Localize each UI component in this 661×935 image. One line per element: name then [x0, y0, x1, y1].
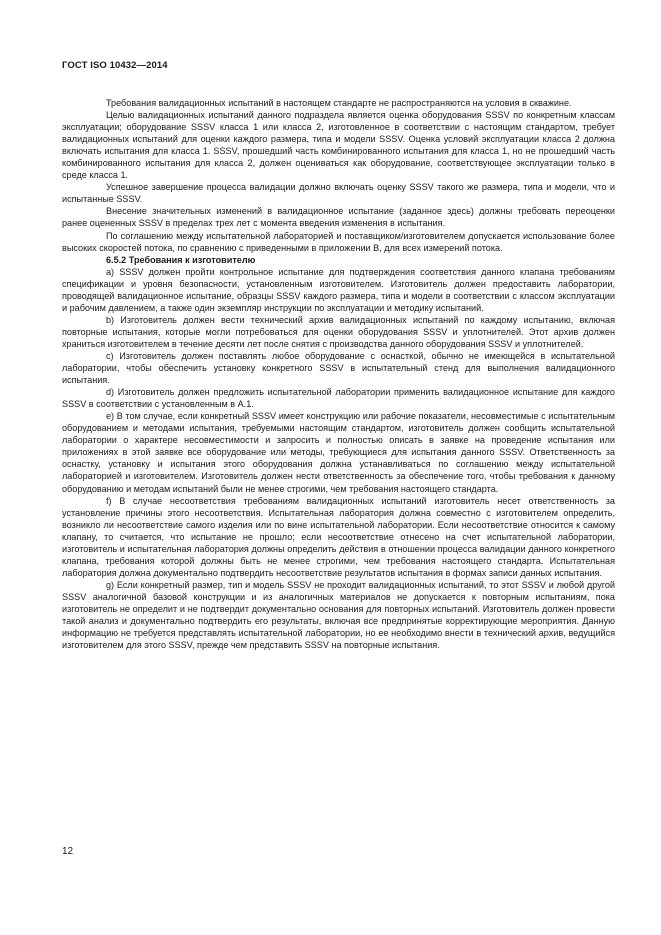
- paragraph: Целью валидационных испытаний данного подраздела является оценка оборудования SSSV по конкретным классам эксплуатации; оборудование SSSV класса 1 или класса 2, изготовленное в соответствии с настоящим стандартом, требует валидационных испытаний для оценки каждого размера, типа и модели SSSV. Оценка условий эксплуатации класса 2 должна включать испытания для класса 1. SSSV, прошедший часть комбинированного испытания для класса 1, но не прошедший часть комбинированного испытания для класса 2, должен оцениваться как оборудование, соответствующее эксплуатации только в среде класса 1.: [62, 110, 615, 181]
- paragraph: По соглашению между испытательной лабораторией и поставщиком/изготовителем допускается использование более высоких скоростей потока, по сравнению с приведенными в приложении В, для всех измерений потока.: [62, 230, 615, 253]
- paragraph: Требования валидационных испытаний в настоящем стандарте не распространяются на условия в скважине.: [106, 98, 572, 108]
- document-header: ГОСТ ISO 10432—2014: [62, 60, 168, 71]
- paragraph: Внесение значительных изменений в валидационное испытание (заданное здесь) должны требовать переоценки ранее оцененных SSSV в пределах трех лет с момента введения изменения в испытания.: [62, 206, 615, 229]
- page-number: 12: [62, 846, 74, 857]
- list-item: c) Изготовитель должен поставлять любое оборудование с оснасткой, обычно не имеющейся в испытательной лаборатории, чтобы обеспечить установку конкретного SSSV в испытательный стенд для выполнения валидационного испытания.: [62, 350, 615, 386]
- list-item: а) SSSV должен пройти контрольное испытание для подтверждения соответствия данного клапана требованиям спецификации и уровня безопасности, установленным изготовителем. Изготовитель должен предоставить лаборатории, проводящей валидационное испытание, образцы SSSV каждого размера, типа и модели в соответствии с классом эксплуатации и рабочим давлением, а также один экземпляр инструкции по эксплуатации и методику испытаний.: [62, 266, 615, 313]
- list-item: f) В случае несоответствия требованиям валидационных испытаний изготовитель несет ответственность за установление причины этого несоответствия. Испытательная лаборатория должна совместно с изготовителем определить, возникло ли несоответствие самого изделия или по вине испытательной лаборатории. Если несоответствие относится к самому клапану, то считается, что испытание не прошло; если несоответствие отнесено на счет испытательной лаборатории, изготовитель и испытательная лаборатория должны определить действия в отношении процесса валидации данного конкретного клапана, требования которой должны быть не менее строгими, чем требования настоящего стандарта. Испытательная лаборатория должна документально подтвердить несоответствие результатов испытания в формах записи данных испытания.: [62, 495, 615, 578]
- list-item: b) Изготовитель должен вести технический архив валидационных испытаний по каждому испытанию, включая повторные испытания, которые могли потребоваться для оценки оборудования SSSV и уплотнителей. Этот архив должен храниться изготовителем в течение десяти лет после снятия с производства данного оборудования SSSV и уплотнителей.: [62, 314, 615, 349]
- list-item: d) Изготовитель должен предложить испытательной лаборатории применить валидационное испытание для каждого SSSV в соответствии с установленным в А.1.: [62, 387, 615, 410]
- list-item: e) В том случае, если конкретный SSSV имеет конструкцию или рабочие показатели, несовместимые с испытательным оборудованием и методами испытания, требуемыми настоящим стандартом, изготовитель должен сообщить испытательной лаборатории о характере несовместимости и запросить и полностью описать в заявке на проведение испытания или приложениях в этой заявке все оборудование или методы, требующиеся для испытания данного SSSV. Ответственность за оснастку, установку и испытания этого оборудования должна устанавливаться по соглашению между испытательной лабораторией и изготовителем. Изготовитель должен нести ответственность за обеспечение того, чтобы требования к данному оборудованию и методам испытаний были не менее строгими, чем требования настоящего стандарта.: [62, 411, 615, 494]
- document-body: [62, 97, 615, 651]
- section-heading: 6.5.2 Требования к изготовителю: [106, 254, 256, 265]
- paragraph: Успешное завершение процесса валидации должно включать оценку SSSV такого же размера, типа и модели, что и испытанные SSSV.: [62, 182, 615, 205]
- list-item: g) Если конкретный размер, тип и модель SSSV не проходит валидационных испытаний, то этот SSSV и любой другой SSSV аналогичной базовой конструкции и из аналогичных материалов не допускается к повторным испытаниям, пока изготовитель не определит и не подтвердит документально основания для повторных испытаний. Изготовитель должен провести такой анализ и документально подтвердить его результаты, включая все предпринятые корректирующие мероприятия. Данную информацию не требуется представлять испытательной лаборатории, но ее необходимо внести в технический архив, ведущийся изготовителем для этого SSSV, прежде чем представить SSSV на повторные испытания.: [62, 579, 615, 651]
